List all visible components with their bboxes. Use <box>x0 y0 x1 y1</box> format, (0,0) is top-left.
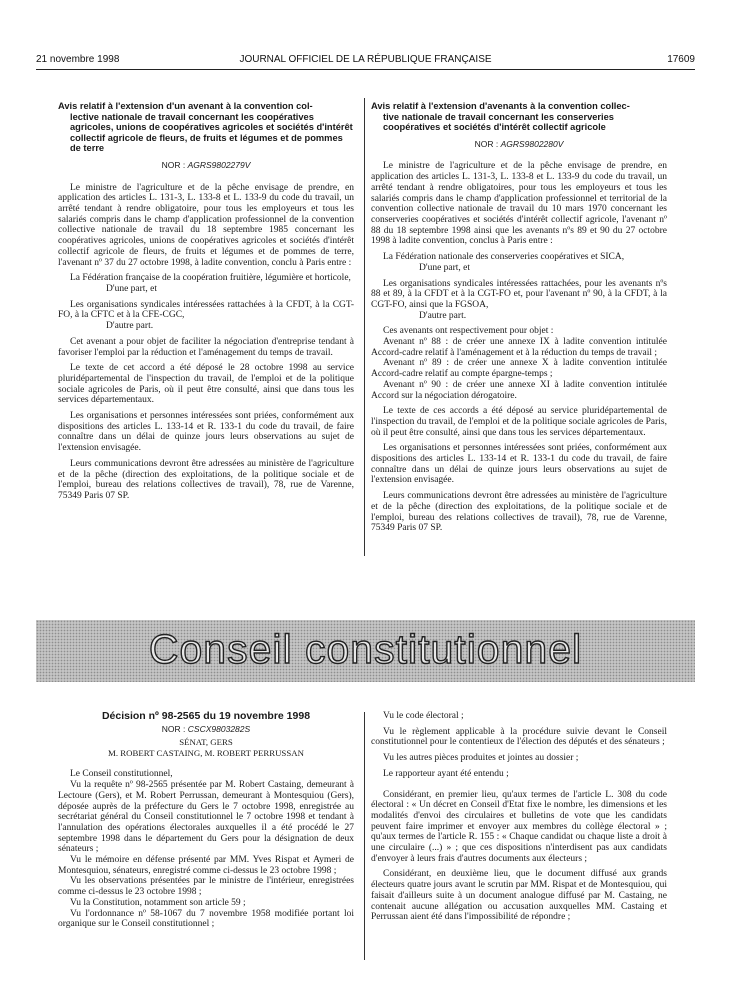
avis1-para: Leurs communications devront être adressées au ministère de l'agriculture et de la pêche (direction des exploitations, de la politique sociale et de l'emploi, bureau des relations collectives de travail), 78, rue de Varenne, 75349 Paris 07 SP. <box>58 458 354 501</box>
avis2-para: Avenant nº 90 : de créer une annexe XI à ladite convention intitulée Accord sur la négociation dérogatoire. <box>371 379 667 401</box>
decision-nor: NOR : CSCX9803282S <box>161 723 251 734</box>
decision-para: Vu la requête nº 98-2565 présentée par M. Robert Castaing, demeurant à Lectoure (Gers), et M. Robert Perrussan, demeurant à Montesquiou (Gers), déposée auprès de la préfecture du Gers le 7 octobre 1998, enregistrée au secrétariat général du Conseil constitutionnel le 7 octobre 1998 et tendant à l'annulation des opérations électorales auxquelles il a été procédé le 27 septembre 1998 dans le département du Gers pour la désignation de deux sénateurs ; <box>58 780 354 855</box>
avis2-para: D'autre part. <box>419 310 467 321</box>
decision-para: Vu le code électoral ; <box>383 711 464 721</box>
avis2-para: Avenant nº 88 : de créer une annexe IX à ladite convention intitulée Accord-cadre relatif à l'aménagement et à la réduction du temps de travail ; <box>371 337 667 358</box>
avis2-nor: NOR : AGRS9802280V <box>474 138 564 149</box>
decision-para: Vu le règlement applicable à la procédure suivie devant le Conseil constitutionnel pour le contentieux de l'élection des députés et des sénateurs ; <box>371 726 667 748</box>
avis-right-column <box>371 101 667 534</box>
avis2-para: Ces avenants ont respectivement pour objet : <box>383 326 554 337</box>
decision-para: Vu le mémoire en défense présenté par MM. Yves Rispat et Aymeri de Montesquiou, sénateurs, enregistré comme ci-dessus le 23 octobre 1998 ; <box>58 855 354 876</box>
decision-para: Le Conseil constitutionnel, <box>70 769 173 780</box>
avis2-para: La Fédération nationale des conserveries coopératives et SICA, <box>383 252 625 263</box>
decision-para: Vu la Constitution, notamment son article 59 ; <box>70 897 246 908</box>
header-date: 21 novembre 1998 <box>36 54 120 65</box>
avis2-para: Leurs communications devront être adressées au ministère de l'agriculture et de la pêche (direction des exploitations, de la politique sociale et de l'emploi, bureau des relations collectives de travail), 78, rue de Varenne, 75349 Paris 07 SP. <box>371 491 667 534</box>
avis2-para: Les organisations et personnes intéressées sont priées, conformément aux dispositions des articles L. 133-14 et R. 133-1 du code du travail, de faire connaître dans un délai de quinze jours leurs observations au sujet de l'extension envisagée. <box>371 443 667 486</box>
avis1-para: La Fédération française de la coopération fruitière, légumière et horticole, <box>70 273 351 284</box>
header-rule <box>36 69 695 70</box>
decision-para: Vu les observations présentées par le ministre de l'intérieur, enregistrées comme ci-dessus le 23 octobre 1998 ; <box>58 876 354 898</box>
decision-left-column <box>58 711 354 930</box>
running-header <box>36 54 695 68</box>
avis1-para: Les organisations et personnes intéressées sont priées, conformément aux dispositions des articles L. 133-14 et R. 133-1 du code du travail, de faire connaître dans un délai de quinze jours leurs observations au sujet de l'extension envisagée. <box>58 411 354 454</box>
header-journal-title: JOURNAL OFFICIEL DE LA RÉPUBLIQUE FRANÇAISE <box>239 54 492 65</box>
decision-right-column <box>371 711 667 923</box>
column-divider <box>364 98 365 556</box>
avis2-title: Avis relatif à l'extension d'avenants à la convention collec- tive nationale de travail concernant les conserveries coopératives et sociétés d'intérêt collectif agricole <box>371 101 630 133</box>
decision-subtitle-2: M. ROBERT CASTAING, M. ROBERT PERRUSSAN <box>108 748 304 759</box>
avis-left-column <box>58 101 354 502</box>
decision-para: Considérant, en deuxième lieu, que le document diffusé aux grands électeurs quatre jours avant le scrutin par MM. Rispat et de Montesquiou, qui faisait d'ailleurs suite à un document analogue diffusé par M. Castaing, ne contenait aucune allégation ou accusation auxquelles MM. Castaing et Perrussan aient été dans l'impossibilité de répondre ; <box>371 869 667 923</box>
avis2-para: Le ministre de l'agriculture et de la pêche envisage de prendre, en application des articles L. 131-3, L. 133-8 et L. 133-9 du code du travail, un arrêté tendant à rendre obligatoires, pour tous les employeurs et tous les salariés compris dans le champ d'application professionnel et territorial de la convention collective nationale de travail du 10 mars 1970 concernant les conserveries coopératives et sociétés d'intérêt collectif agricole, l'avenant nº 88 du 18 septembre 1998 ainsi que les avenants nºs 89 et 90 du 27 octobre 1998 à ladite convention, conclus à Paris entre : <box>371 161 667 247</box>
avis1-para: D'une part, et <box>106 284 158 294</box>
section-banner <box>36 620 695 682</box>
avis1-para: Les organisations syndicales intéressées rattachées à la CFDT, à la CGT-FO, à la CFTC et à la CFE-CGC, <box>58 299 354 321</box>
header-page-number: 17609 <box>667 54 695 65</box>
decision-para: Le rapporteur ayant été entendu ; <box>383 768 509 779</box>
avis1-para: D'autre part. <box>106 321 154 332</box>
section-banner-title: Conseil constitutionnel <box>148 626 583 672</box>
avis1-para: Le ministre de l'agriculture et de la pêche envisage de prendre, en application des articles L. 131-3, L. 133-8 et L. 133-9 du code du travail, un arrêté tendant à rendre obligatoire, pour tous les employeurs et tous les salariés compris dans le champ d'application professionnel de la convention collective nationale de travail du 18 septembre 1985 concernant les coopératives agricoles, unions de coopératives agricoles et sociétés d'intérêt collectif agricole de fleurs, de fruits et légumes et de pommes de terre, l'avenant nº 37 du 27 octobre 1998, à ladite convention, conclu à Paris entre : <box>58 182 354 268</box>
decision-subtitle-1: SÉNAT, GERS <box>179 737 233 748</box>
decision-para: Considérant, en premier lieu, qu'aux termes de l'article L. 308 du code électoral : « Un décret en Conseil d'Etat fixe le nombre, les dimensions et les modalités d'envoi des circulaires et bulletins de vote que les candidats peuvent faire imprimer et envoyer aux membres du collège électoral » ; qu'aux termes de l'article R. 155 : « Chaque candidat ou chaque liste a droit à une circulaire (...) » ; que ces dispositions n'interdisent pas aux candidats d'envoyer à leurs frais d'autres documents aux électeurs ; <box>371 789 667 864</box>
avis1-para: Le texte de cet accord a été déposé le 28 octobre 1998 au service pluridépartemental de l'inspection du travail, de l'emploi et de la politique sociale agricoles de Paris, où il peut être consulté, ainsi que dans tous les services départementaux. <box>58 363 354 406</box>
decision-para: Vu l'ordonnance nº 58-1067 du 7 novembre 1958 modifiée portant loi organique sur le Conseil constitutionnel ; <box>58 908 354 930</box>
decision-para: Vu les autres pièces produites et jointes au dossier ; <box>383 753 579 764</box>
avis2-para: Le texte de ces accords a été déposé au service pluridépartemental de l'inspection du travail, de l'emploi et de la politique sociale agricoles de Paris, où il peut être consulté, ainsi que dans tous les services départementaux. <box>371 406 667 438</box>
avis2-para: Les organisations syndicales intéressées rattachées, pour les avenants nºs 88 et 89, à la CFDT et à la CGT-FO et, pour l'avenant nº 90, à la CFDT, à la CGT-FO, ainsi que la FGSOA, <box>371 278 667 310</box>
avis2-para: Avenant nº 89 : de créer une annexe X à ladite convention intitulée Accord-cadre relatif au compte épargne-temps ; <box>371 358 667 380</box>
avis2-para: D'une part, et <box>419 262 471 273</box>
decision-title: Décision nº 98-2565 du 19 novembre 1998 <box>101 710 311 722</box>
avis1-title: Avis relatif à l'extension d'un avenant à la convention col- lective nationale de travail concernant les coopératives agricoles, unions de coopératives agricoles et sociétés d'intérêt collectif agricole de fleurs, de fruits et légumes et de pommes de terre <box>58 101 353 154</box>
avis1-para: Cet avenant a pour objet de faciliter la négociation d'entreprise tendant à favoriser l'emploi par la réduction et l'aménagement du temps de travail. <box>58 336 354 358</box>
column-divider <box>364 712 365 960</box>
avis1-nor: NOR : AGRS9802279V <box>161 159 251 170</box>
